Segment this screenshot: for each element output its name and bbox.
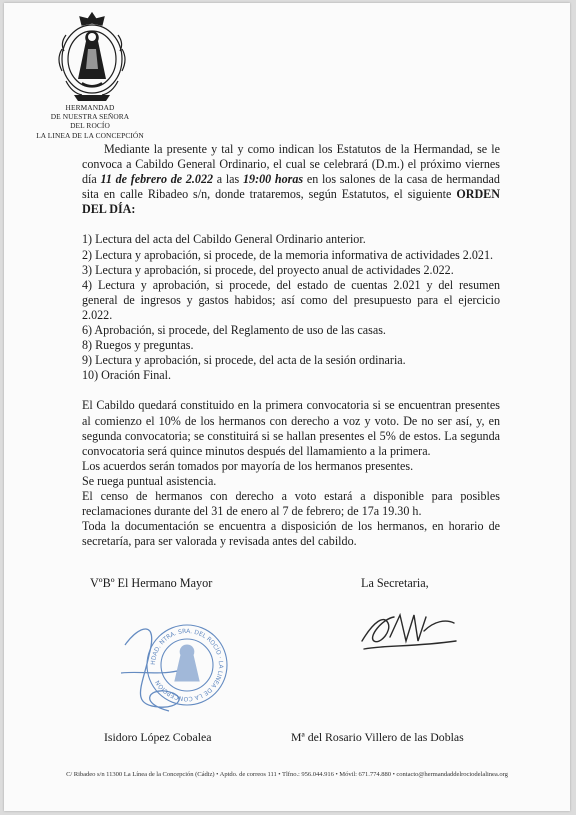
- closing-section: [82, 398, 500, 549]
- majority-line: Los acuerdos serán tomados por mayoría de los hermanos presentes.: [82, 458, 414, 473]
- right-signatory-name: Mª del Rosario Villero de las Doblas: [291, 730, 464, 744]
- agenda-item: 8) Ruegos y preguntas.: [82, 338, 194, 353]
- intro-text-1: Mediante la presente y tal y como indican los Estatutos de la Hermandad, se le convoca a Cabildo General Ordinario, el cual se celebrará (D.m.) el próximo viernes día: [82, 142, 500, 187]
- brand-line-2: DE NUESTRA SEÑORA: [50, 112, 130, 122]
- agenda-list: [82, 232, 500, 383]
- meeting-time: 19:00 horas: [242, 172, 304, 187]
- intro-paragraph: [82, 142, 500, 217]
- brand-line-3: DEL ROCÍO: [70, 121, 110, 131]
- left-signatory-name: Isidoro López Cobalea: [104, 730, 212, 744]
- agenda-item: 2) Lectura y aprobación, si procede, de la memoria informativa de actividades 2.021.: [82, 247, 494, 262]
- right-signature-label: La Secretaria,: [361, 576, 429, 590]
- agenda-item: 3) Lectura y aprobación, si procede, del proyecto anual de actividades 2.022.: [82, 262, 454, 277]
- intro-text-2: a las: [213, 172, 243, 187]
- virgin-crest-icon: [52, 9, 132, 103]
- seal-stamp-icon: [119, 615, 239, 715]
- document-page: [4, 3, 570, 811]
- documents-paragraph: Toda la documentación se encuentra a disposición de los hermanos, en horario de secretaría, para ser valorada y revisada antes del cabildo.: [82, 519, 500, 549]
- footer-contact: C/ Ribadeo s/n 11300 La Línea de la Concepción (Cádiz) • Aptdo. de correos 111 • Tlfno.: 956.044.916 • Móvil: 671.774.880 • contacto@hermandaddelrociodelalinea.org: [66, 771, 508, 778]
- agenda-item: 9) Lectura y aprobación, si procede, del acta de la sesión ordinaria.: [82, 353, 406, 368]
- agenda-heading: ORDEN DEL DÍA:: [82, 187, 500, 217]
- signature-icon: [354, 601, 464, 661]
- agenda-item: 10) Oración Final.: [82, 368, 172, 383]
- census-paragraph: El censo de hermanos con derecho a voto estará a disponible para posibles reclamaciones durante del 31 de enero al 7 de febrero; de 17a 19.30 h.: [82, 488, 500, 519]
- agenda-item: 6) Aprobación, si procede, del Reglamento de uso de las casas.: [82, 323, 386, 338]
- quorum-paragraph: El Cabildo quedará constituido en la primera convocatoria si se encuentran presentes al comienzo el 10% de los hermanos con derecho a voz y voto. De no ser así, y, en segunda convocatoria; se constituirá si se hallan presentes el 5% de estos. La segunda convocatoria será quince minutos después del llamamiento a la primera.: [82, 398, 500, 458]
- left-signature-label: VºBº El Hermano Mayor: [90, 576, 213, 590]
- punctual-line: Se ruega puntual asistencia.: [82, 473, 217, 488]
- brand-line-4: LA LINEA DE LA CONCEPCIÓN: [36, 130, 144, 140]
- stamp-text: HDAD. NTRA. SRA. DEL ROCÍO · LA LINEA DE LA CONCEPCIÓN: [149, 627, 225, 703]
- brotherhood-name: [20, 103, 160, 140]
- agenda-item: 4) Lectura y aprobación, si procede, del estado de cuentas 2.021 y del resumen general de ingresos y gastos habidos; así como del presupuesto para el ejercicio 2.022.: [82, 277, 500, 322]
- agenda-item: 1) Lectura del acta del Cabildo General Ordinario anterior.: [82, 232, 366, 247]
- brand-line-1: HERMANDAD: [65, 103, 115, 112]
- meeting-date: 11 de febrero de 2.022: [100, 172, 214, 187]
- intro-text-3: en los salones de la casa de hermandad sita en calle Ribadeo s/n, donde trataremos, según Estatutos, el siguiente: [82, 172, 500, 202]
- letter-body: [82, 142, 500, 549]
